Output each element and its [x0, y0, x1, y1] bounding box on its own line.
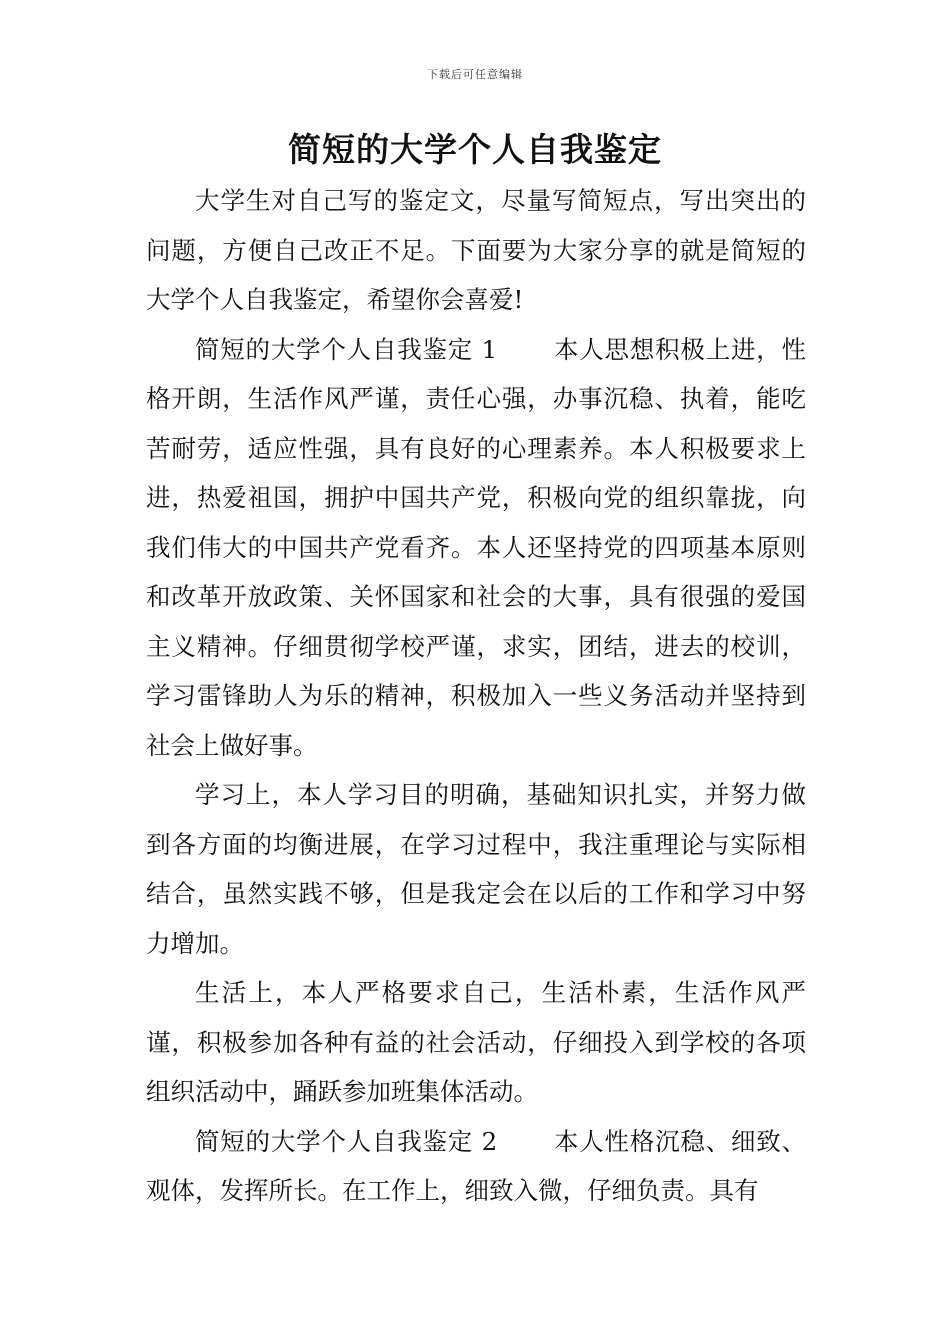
header-note: 下载后可任意编辑 [427, 68, 523, 81]
document-title: 简短的大学个人自我鉴定 [288, 130, 662, 169]
section-2-heading: 简短的大学个人自我鉴定 2 [195, 1126, 498, 1156]
section-1-heading: 简短的大学个人自我鉴定 1 [195, 334, 498, 364]
intro-paragraph: 大学生对自己写的鉴定文，尽量写简短点，写出突出的问题，方便自己改正不足。下面要为大家分享的就是简短的大学个人自我鉴定，希望你会喜爱! [146, 186, 806, 314]
section-1-text: 本人思想积极上进，性格开朗，生活作风严谨，责任心强，办事沉稳、执着，能吃苦耐劳，适应性强，具有良好的心理素养。本人积极要求上进，热爱祖国，拥护中国共产党，积极向党的组织靠拢，向我们伟大的中国共产党看齐。本人还坚持党的四项基本原则和改革开放政策、关怀国家和社会的大事，具有很强的爱国主义精神。仔细贯彻学校严谨，求实，团结，进去的校训，学习雷锋助人为乐的精神，积极加入一些义务活动并坚持到社会上做好事。 [146, 334, 807, 760]
section-2-paragraph [146, 1117, 806, 1216]
study-paragraph: 学习上，本人学习目的明确，基础知识扎实，并努力做到各方面的均衡进展，在学习过程中，我注重理论与实际相结合，虽然实践不够，但是我定会在以后的工作和学习中努力增加。 [146, 780, 806, 958]
document-body [146, 176, 806, 1216]
life-paragraph: 生活上，本人严格要求自己，生活朴素，生活作风严谨，积极参加各种有益的社会活动，仔细投入到学校的各项组织活动中，踊跃参加班集体活动。 [146, 978, 806, 1106]
section-1-paragraph [146, 325, 806, 771]
section-2-text: 本人性格沉稳、细致、观体，发挥所长。在工作上，细致入微，仔细负责。具有 [146, 1126, 807, 1205]
